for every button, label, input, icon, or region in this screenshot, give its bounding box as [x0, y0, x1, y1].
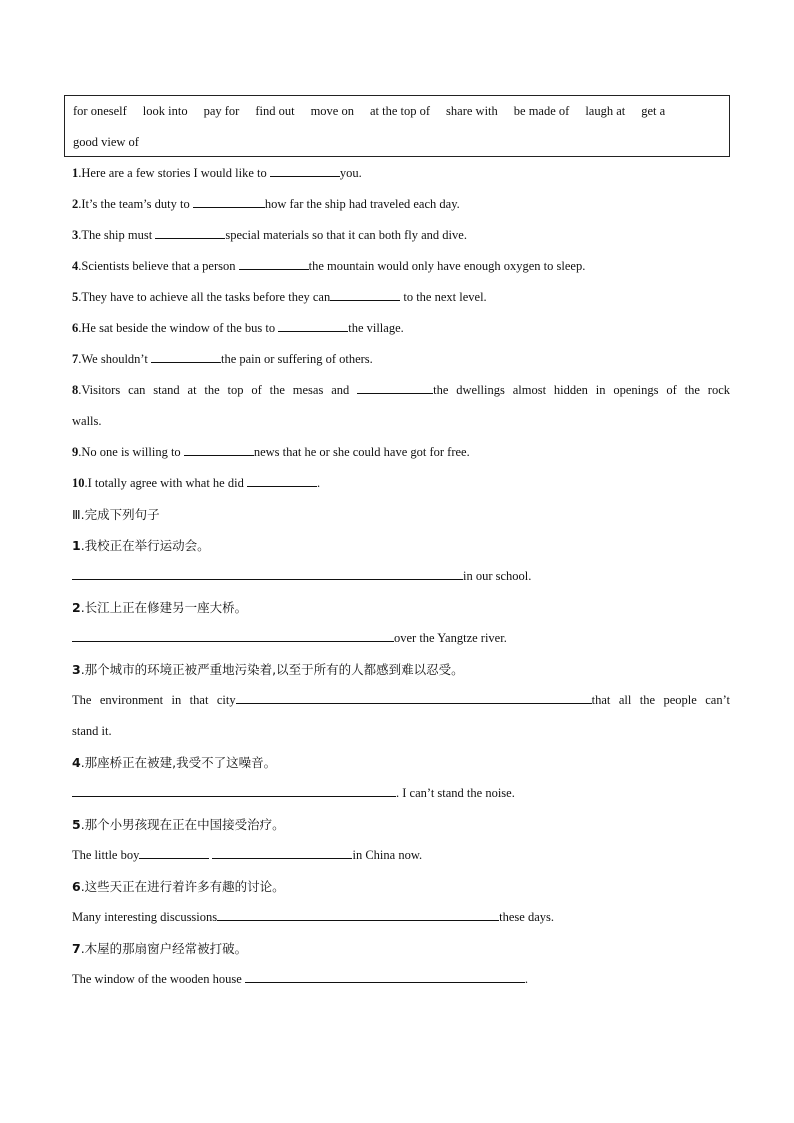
phrase: move on [310, 104, 354, 118]
section-title: Ⅲ.完成下列句子 [72, 507, 160, 522]
answer-7: The window of the wooden house . [72, 972, 529, 986]
worksheet-page [72, 95, 730, 995]
question-10: 10.I totally agree with what he did . [72, 476, 321, 490]
answer-5: The little boy in China now. [72, 848, 423, 862]
answer-blank[interactable] [278, 319, 348, 332]
question-4: 4.Scientists believe that a person the mountain would only have enough oxygen to sleep. [72, 259, 586, 273]
answer-blank[interactable] [217, 908, 499, 921]
question-3: 3.The ship must special materials so that it can both fly and dive. [72, 228, 467, 242]
fill-in-section [72, 158, 730, 499]
answer-blank[interactable] [239, 257, 309, 270]
translation-section [72, 499, 730, 995]
prompt-5: 5.那个小男孩现在正在中国接受治疗。 [72, 817, 285, 832]
question-7: 7.We shouldn’t the pain or suffering of others. [72, 352, 373, 366]
answer-3: The environment in that city that all the people can’t [72, 693, 730, 707]
answer-blank[interactable] [270, 164, 340, 177]
question-5: 5.They have to achieve all the tasks before they can to the next level. [72, 290, 487, 304]
prompt-6: 6.这些天正在进行着许多有趣的讨论。 [72, 879, 285, 894]
answer-3-continued: stand it. [72, 724, 112, 738]
prompt-4: 4.那座桥正在被建,我受不了这噪音。 [72, 755, 277, 770]
answer-blank[interactable] [357, 381, 433, 394]
question-8-continued: walls. [72, 414, 102, 428]
prompt-3: 3.那个城市的环境正被严重地污染着,以至于所有的人都感到难以忍受。 [72, 662, 464, 677]
answer-blank[interactable] [184, 443, 254, 456]
phrase: look into [142, 104, 188, 118]
answer-6: Many interesting discussions these days. [72, 910, 554, 924]
answer-blank[interactable] [330, 288, 400, 301]
phrase-bank [64, 95, 730, 157]
answer-blank[interactable] [139, 846, 209, 859]
answer-2: over the Yangtze river. [72, 623, 730, 654]
prompt-2: 2.长江上正在修建另一座大桥。 [72, 600, 248, 615]
answer-4: . I can’t stand the noise. [72, 778, 730, 809]
answer-blank[interactable] [155, 226, 225, 239]
prompt-1: 1.我校正在举行运动会。 [72, 538, 210, 553]
answer-blank[interactable] [247, 474, 317, 487]
prompt-7: 7.木屋的那扇窗户经常被打破。 [72, 941, 248, 956]
question-9: 9.No one is willing to news that he or she could have got for free. [72, 445, 470, 459]
phrase: at the top of [369, 104, 431, 118]
answer-1: in our school. [72, 561, 730, 592]
phrase: good view of [73, 135, 139, 149]
question-1: 1.Here are a few stories I would like to you. [72, 166, 362, 180]
phrase: find out [255, 104, 295, 118]
answer-blank[interactable] [151, 350, 221, 363]
phrase: pay for [203, 104, 240, 118]
answer-blank[interactable] [72, 629, 394, 642]
question-8: 8.Visitors can stand at the top of the mesas and the dwellings almost hidden in openings of the rock [72, 383, 730, 397]
question-2: 2.It’s the team’s duty to how far the ship had traveled each day. [72, 197, 460, 211]
phrase: for oneself [73, 104, 127, 118]
phrase: be made of [513, 104, 570, 118]
answer-blank[interactable] [72, 567, 463, 580]
phrase: share with [446, 104, 498, 118]
answer-blank[interactable] [72, 784, 396, 797]
phrase: laugh at [585, 104, 626, 118]
answer-blank[interactable] [212, 846, 352, 859]
answer-blank[interactable] [245, 970, 525, 983]
phrase: get a [641, 104, 666, 118]
question-6: 6.He sat beside the window of the bus to the village. [72, 321, 404, 335]
answer-blank[interactable] [236, 691, 592, 704]
answer-blank[interactable] [193, 195, 265, 208]
